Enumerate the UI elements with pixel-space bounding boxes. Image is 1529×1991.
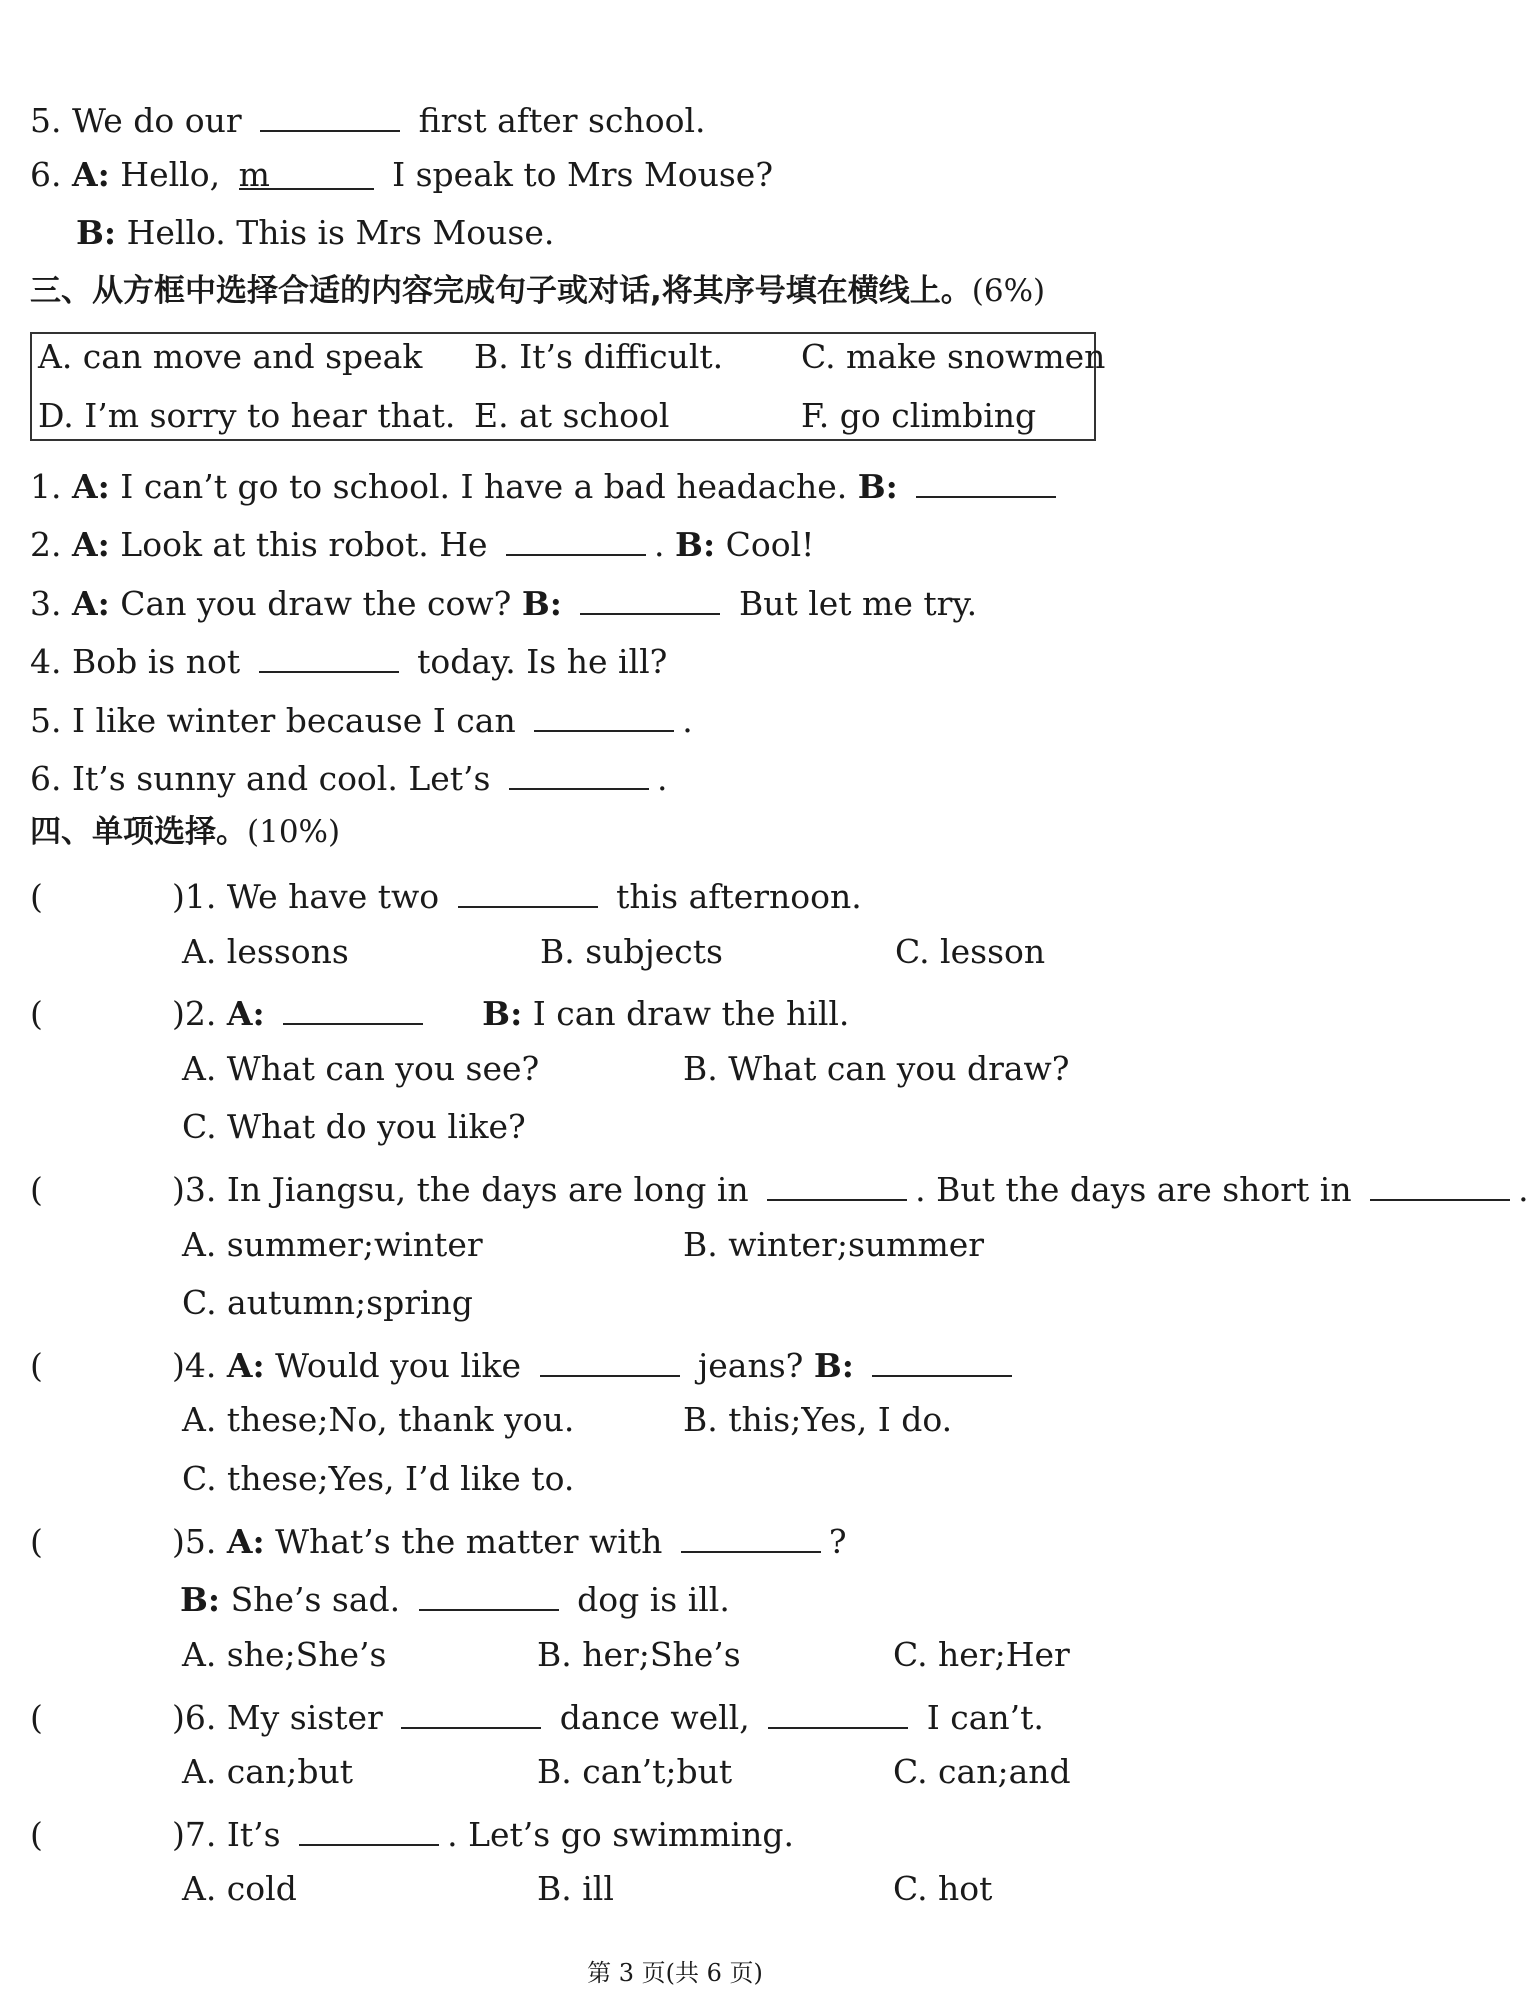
question-3-5: 5. I like winter because I can . [30,701,693,740]
question-3-6: 6. It’s sunny and cool. Let’s . [30,759,668,798]
answer-blank[interactable] [401,1697,541,1729]
answer-blank[interactable] [299,1814,439,1846]
question-4-7: ( )7. It’s . Let’s go swimming. [30,1815,794,1854]
question-3-4: 4. Bob is not today. Is he ill? [30,642,668,681]
question-3-1: 1. A: I can’t go to school. I have a bad headache. B: [30,466,1064,503]
option-c: C. make snowmen [801,337,1106,376]
option-d: D. I’m sorry to hear that. [38,396,456,435]
answer-blank[interactable] [534,700,674,732]
question-2-6-a: 6. A: Hello, m I speak to Mrs Mouse? [30,155,774,194]
option-b: B. It’s difficult. [474,337,724,376]
answer-blank[interactable] [540,1345,680,1377]
option-f: F. go climbing [801,396,1037,435]
answer-blank[interactable] [260,100,400,132]
section-4-heading: 四、单项选择。(10%) [30,814,341,850]
answer-blank[interactable] [872,1345,1012,1377]
section-3-heading: 三、从方框中选择合适的内容完成句子或对话,将其序号填在横线上。(6%) [30,273,1046,309]
choice-c[interactable]: C. What do you like? [182,1107,526,1146]
choice-c[interactable]: C. these;Yes, I’d like to. [182,1459,575,1498]
answer-blank[interactable] [259,641,399,673]
choice-a[interactable]: A. she;She’s [182,1635,387,1674]
answer-paren[interactable]: ( [30,1346,43,1385]
page-footer: 第 3 页(共 6 页) [587,1959,763,1987]
question-4-5-b: B: She’s sad. dog is ill. [180,1580,730,1619]
choice-b[interactable]: B. subjects [540,932,723,971]
choice-b[interactable]: B. winter;summer [683,1225,985,1264]
choice-b[interactable]: B. this;Yes, I do. [683,1400,953,1439]
choice-b[interactable]: B. her;She’s [537,1635,741,1674]
choice-a[interactable]: A. can;but [182,1752,353,1791]
question-4-6: ( )6. My sister dance well, I can’t. [30,1698,1044,1737]
answer-paren[interactable]: ( [30,1522,43,1561]
choice-a[interactable]: A. summer;winter [182,1225,483,1264]
answer-blank[interactable]: m [239,158,374,190]
choice-b[interactable]: B. What can you draw? [683,1049,1070,1088]
question-3-2: 2. A: Look at this robot. He . B: Cool! [30,525,815,564]
question-2-6-b: B: Hello. This is Mrs Mouse. [76,213,555,252]
choice-a[interactable]: A. cold [182,1869,297,1908]
option-a: A. can move and speak [38,337,423,376]
answer-blank[interactable] [916,466,1056,498]
question-4-4: ( )4. A: Would you like jeans? B: [30,1345,1020,1382]
answer-paren[interactable]: ( [30,1698,43,1737]
choice-a[interactable]: A. these;No, thank you. [182,1400,575,1439]
question-4-2: ( )2. A: B: I can draw the hill. [30,994,850,1033]
answer-blank[interactable] [506,524,646,556]
choice-c[interactable]: C. hot [893,1869,993,1908]
question-4-5-a: ( )5. A: What’s the matter with ? [30,1522,847,1561]
answer-blank[interactable] [1370,1169,1510,1201]
choice-b[interactable]: B. can’t;but [537,1752,733,1791]
answer-blank[interactable] [283,993,423,1025]
question-2-5: 5. We do our first after school. [30,101,706,140]
answer-blank[interactable] [419,1579,559,1611]
question-4-1: ( )1. We have two this afternoon. [30,877,862,916]
option-e: E. at school [474,396,670,435]
answer-blank[interactable] [509,758,649,790]
answer-paren[interactable]: ( [30,1815,43,1854]
answer-blank[interactable] [458,876,598,908]
answer-blank[interactable] [768,1697,908,1729]
choice-a[interactable]: A. What can you see? [182,1049,540,1088]
answer-paren[interactable]: ( [30,877,43,916]
question-4-3: ( )3. In Jiangsu, the days are long in . But the days are short in . [30,1170,1529,1209]
choice-c[interactable]: C. her;Her [893,1635,1070,1674]
choice-c[interactable]: C. autumn;spring [182,1283,473,1322]
choice-a[interactable]: A. lessons [182,932,349,971]
answer-paren[interactable]: ( [30,1170,43,1209]
choice-c[interactable]: C. can;and [893,1752,1071,1791]
choice-b[interactable]: B. ill [537,1869,614,1908]
answer-blank[interactable] [681,1521,821,1553]
answer-blank[interactable] [580,583,720,615]
answer-paren[interactable]: ( [30,994,43,1033]
choice-c[interactable]: C. lesson [895,932,1046,971]
answer-blank[interactable] [767,1169,907,1201]
question-3-3: 3. A: Can you draw the cow? B: But let me try. [30,584,978,623]
